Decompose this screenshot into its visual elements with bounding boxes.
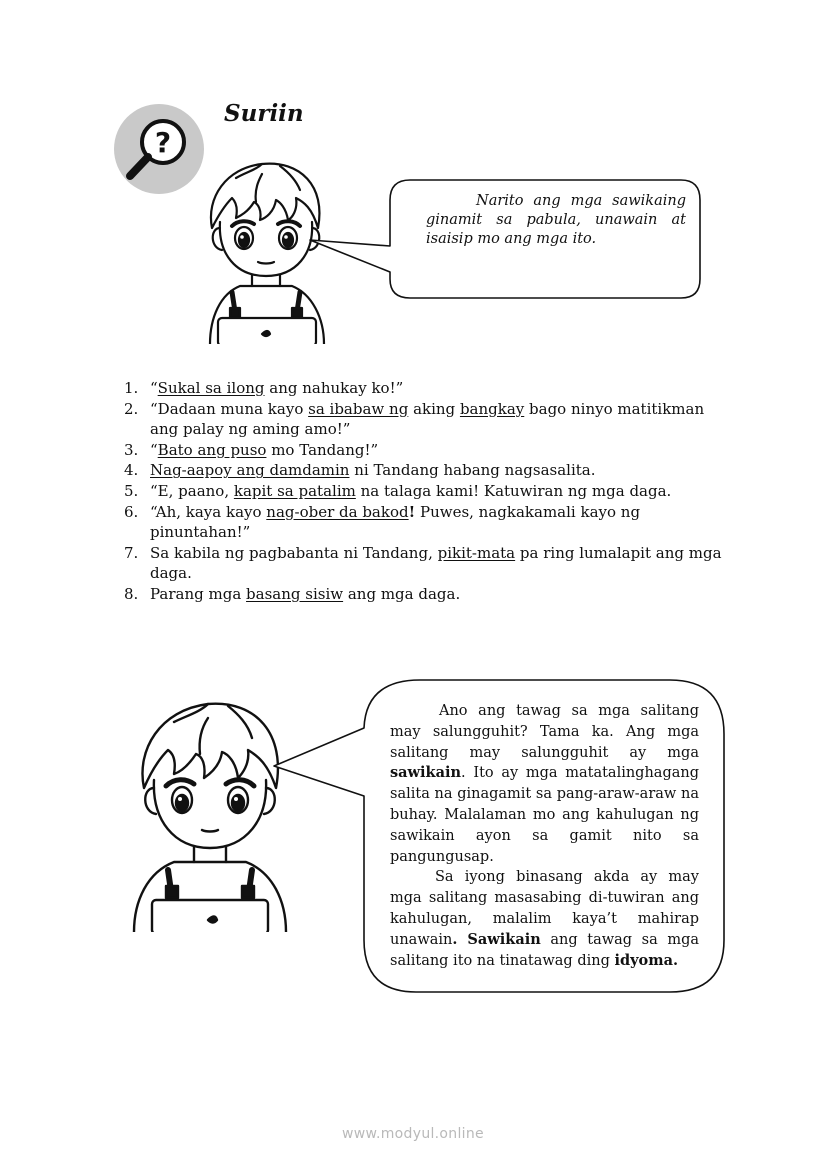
list-item (124, 440, 724, 461)
list-item (124, 460, 724, 481)
paragraph-2 (390, 867, 699, 971)
bold-text: sawikain (390, 764, 462, 782)
bold-text: . Sawikain (452, 930, 541, 948)
underlined-idiom: Nag-aapoy ang damdamin (150, 461, 350, 480)
idiom-sentence (150, 482, 671, 500)
paragraph-1 (390, 701, 699, 867)
bold-text: ! (408, 502, 416, 521)
idiom-sentence (150, 441, 378, 459)
underlined-idiom: Bato ang puso (157, 440, 267, 459)
magnifier-question-icon (114, 104, 204, 194)
idiom-sentence (150, 379, 403, 397)
text-run: mo Tandang!” (266, 440, 379, 459)
text-run: “Dadaan muna kayo (150, 399, 309, 418)
speech-bubble-top-text: Narito ang mga sawikaing ginamit sa pabula, unawain at isaisip mo ang mga ito. (426, 193, 686, 247)
text-run: Ano ang tawag sa mga salitang may salungguhit? Tama ka. Ang mga salitang may salungguhit ay mga (390, 703, 699, 761)
item-number: 4. (124, 461, 139, 480)
underlined-idiom: pikit-mata (437, 543, 516, 562)
text-run: “ (150, 440, 158, 459)
underlined-idiom: sa ibabaw ng (308, 399, 409, 418)
item-number: 7. (124, 543, 139, 562)
idiom-list (124, 378, 724, 605)
item-number: 6. (124, 502, 139, 521)
list-item (124, 543, 724, 584)
text-run: aking (408, 399, 460, 418)
list-item (124, 399, 724, 440)
list-item (124, 584, 724, 605)
text-run: . Ito ay mga matatalinghagang salita na ginagamit sa pang-araw-araw na buhay. Malalaman mo ang kahulugan ng sawikain ayon sa gamit nito sa pangungusap. (390, 765, 699, 865)
idiom-sentence (150, 461, 595, 479)
item-number: 1. (124, 379, 139, 397)
text-run: na talaga kami! Katuwiran ng mga daga. (355, 481, 672, 500)
text-run: ang tawag sa mga salitang ito na tinatawag ding (390, 931, 699, 969)
text-run: pa ring lumalapit ang mga daga. (150, 543, 722, 583)
idiom-sentence (150, 544, 722, 583)
student-illustration-2 (130, 700, 290, 932)
item-number: 2. (124, 399, 139, 418)
text-run: ang mga daga. (343, 584, 461, 603)
item-number: 8. (124, 584, 139, 603)
text-run: Puwes, nagkakamali kayo ng pinuntahan!” (150, 502, 641, 542)
text-run: Parang mga (150, 584, 247, 603)
idiom-sentence (150, 585, 460, 603)
list-item (124, 378, 724, 399)
speech-bubble-bottom-text (390, 701, 699, 971)
list-item (124, 481, 724, 502)
text-run: bago ninyo matitikman ang palay ng aming amo!” (150, 399, 705, 439)
svg-text:?: ? (154, 126, 172, 159)
text-run: “ (150, 379, 158, 397)
bold-text: idyoma. (614, 951, 679, 969)
section-title: Suriin (224, 100, 304, 127)
idiom-sentence (150, 503, 640, 542)
text-run: Sa kabila ng pagbabanta ni Tandang, (150, 543, 438, 562)
underlined-idiom: nag-ober da bakod (266, 502, 409, 521)
text-run: “Ah, kaya kayo (150, 502, 267, 521)
text-run: Sa iyong binasang akda ay may mga salitang masasabing di-tuwiran ang kahulugan, malalim kaya’t mahirap unawain (390, 869, 699, 948)
text-run: ni Tandang habang nagsasalita. (349, 461, 596, 480)
underlined-idiom: kapit sa patalim (233, 481, 356, 500)
underlined-idiom: Sukal sa ilong (157, 379, 265, 397)
underlined-idiom: bangkay (459, 399, 525, 418)
text-run: ang nahukay ko!” (264, 379, 404, 397)
item-number: 5. (124, 481, 139, 500)
text-run: “E, paano, (150, 481, 234, 500)
idiom-sentence (150, 400, 704, 439)
list-item (124, 502, 724, 543)
item-number: 3. (124, 440, 139, 459)
watermark: www.modyul.online (342, 1126, 484, 1142)
underlined-idiom: basang sisiw (246, 584, 344, 603)
